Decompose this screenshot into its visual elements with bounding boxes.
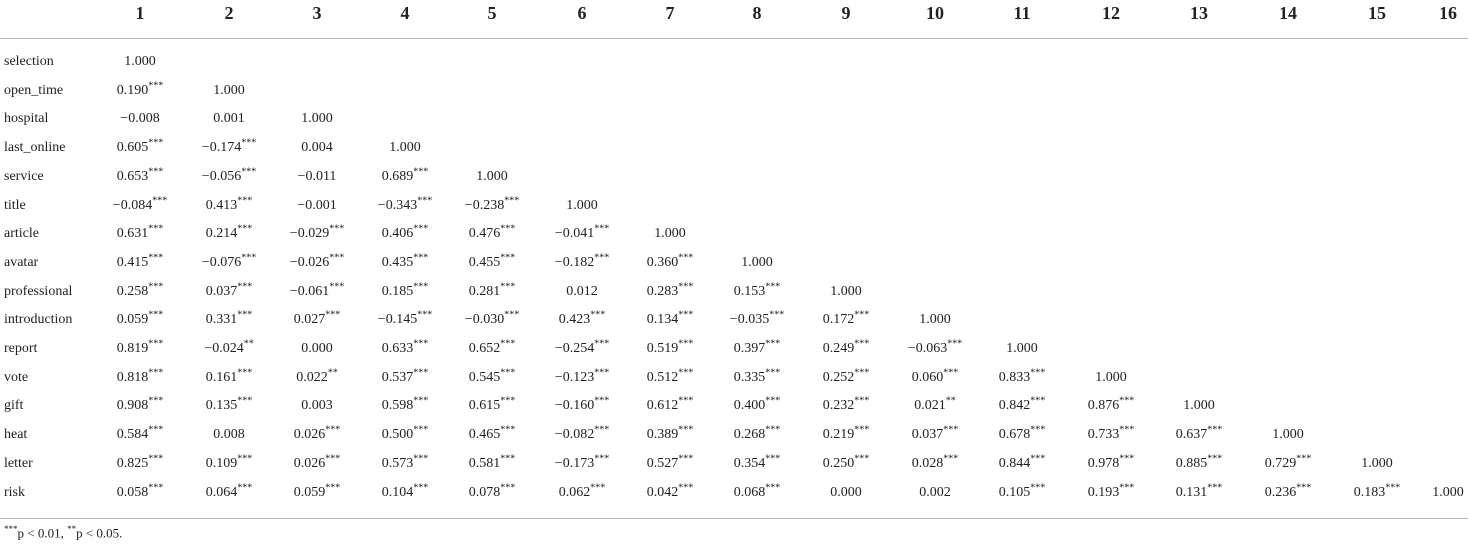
row-label-heat: heat xyxy=(4,427,28,443)
table-cell: 0.214*** xyxy=(205,223,253,242)
table-cell: 0.689*** xyxy=(381,166,429,184)
column-header-8: 8 xyxy=(752,3,762,23)
table-cell: 0.908*** xyxy=(116,395,164,414)
table-cell: 0.172*** xyxy=(822,309,870,328)
column-header-2: 2 xyxy=(224,3,234,23)
row-label-introduction: introduction xyxy=(4,312,73,328)
table-cell: −0.076*** xyxy=(201,252,257,270)
row-label-gift: gift xyxy=(4,398,24,414)
footnote: ***p < 0.01, **p < 0.05. xyxy=(4,524,123,541)
table-cell: 0.360*** xyxy=(646,252,694,270)
table-cell: 0.415*** xyxy=(116,252,164,270)
row-label-open-time: open_time xyxy=(4,82,64,98)
table-cell: 0.844*** xyxy=(998,453,1046,471)
table-cell: 0.078*** xyxy=(468,481,516,500)
table-cell: 0.190*** xyxy=(116,80,164,98)
row-label-hospital: hospital xyxy=(4,111,49,127)
table-cell: 0.026*** xyxy=(293,424,341,443)
table-cell: 0.037*** xyxy=(205,280,253,299)
column-header-14: 14 xyxy=(1279,3,1297,23)
table-cell: 1.000 xyxy=(1183,398,1215,414)
column-header-6: 6 xyxy=(577,3,587,23)
table-cell: 0.105*** xyxy=(998,481,1046,500)
table-cell: 0.001 xyxy=(213,111,245,127)
table-cell: 0.028*** xyxy=(911,453,959,471)
table-cell: 1.000 xyxy=(124,54,156,69)
table-cell: 1.000 xyxy=(1272,427,1304,443)
row-label-avatar: avatar xyxy=(4,254,39,270)
table-cell: 0.876*** xyxy=(1087,395,1135,414)
table-cell: 0.153*** xyxy=(733,280,781,299)
table-cell: −0.238*** xyxy=(464,194,520,213)
table-cell: 0.268*** xyxy=(733,424,781,443)
column-header-9: 9 xyxy=(841,3,851,23)
table-cell: 1.000 xyxy=(654,226,686,242)
table-cell: −0.145*** xyxy=(377,309,433,328)
table-cell: −0.254*** xyxy=(554,338,610,356)
row-label-vote: vote xyxy=(4,369,29,385)
table-cell: 0.068*** xyxy=(733,481,781,500)
table-cell: 0.026*** xyxy=(293,453,341,471)
table-cell: 1.000 xyxy=(213,82,245,98)
table-cell: 0.283*** xyxy=(646,280,694,299)
column-header-3: 3 xyxy=(312,3,322,23)
table-cell: −0.123*** xyxy=(554,367,610,385)
column-header-4: 4 xyxy=(400,3,410,23)
table-cell: 1.000 xyxy=(1095,369,1127,385)
table-cell: 0.615*** xyxy=(468,395,516,414)
table-cell: 0.258*** xyxy=(116,280,164,299)
column-header-11: 11 xyxy=(1013,3,1031,23)
table-cell: −0.024** xyxy=(204,338,254,356)
table-cell: 0.825*** xyxy=(116,453,164,471)
footer-rule xyxy=(0,518,1468,519)
row-label-letter: letter xyxy=(4,455,33,471)
table-cell: 0.537*** xyxy=(381,367,429,385)
row-label-selection: selection xyxy=(4,54,54,69)
table-cell: 0.573*** xyxy=(381,453,429,471)
table-cell: 0.413*** xyxy=(205,194,253,213)
table-cell: 0.465*** xyxy=(468,424,516,443)
table-cell: 0.500*** xyxy=(381,424,429,443)
table-cell: 0.842*** xyxy=(998,395,1046,414)
column-header-1: 1 xyxy=(135,3,145,23)
table-cell: 0.012 xyxy=(566,283,598,299)
table-cell: 0.335*** xyxy=(733,367,781,385)
table-cell: 0.022** xyxy=(296,367,338,385)
table-cell: 0.818*** xyxy=(116,367,164,385)
table-cell: 0.109*** xyxy=(205,453,253,471)
table-cell: 0.598*** xyxy=(381,395,429,414)
table-cell: −0.041*** xyxy=(554,223,610,242)
table-cell: 0.249*** xyxy=(822,338,870,356)
table-cell: 0.637*** xyxy=(1175,424,1223,443)
table-cell: 0.064*** xyxy=(205,481,253,500)
table-cell: 0.476*** xyxy=(468,223,516,242)
table-cell: 0.978*** xyxy=(1087,453,1135,471)
table-cell: 0.281*** xyxy=(468,280,516,299)
table-cell: 0.059*** xyxy=(116,309,164,328)
table-cell: −0.056*** xyxy=(201,166,257,184)
row-label-last-online: last_online xyxy=(4,140,66,156)
table-cell: −0.001 xyxy=(297,197,337,213)
table-cell: 0.678*** xyxy=(998,424,1046,443)
table-cell: 0.389*** xyxy=(646,424,694,443)
table-cell: 0.008 xyxy=(213,427,245,443)
table-cell: 0.185*** xyxy=(381,280,429,299)
table-cell: 0.060*** xyxy=(911,367,959,385)
table-cell: −0.084*** xyxy=(112,194,168,213)
column-header-10: 10 xyxy=(926,3,944,23)
column-header-15: 15 xyxy=(1368,3,1386,23)
table-cell: 0.652*** xyxy=(468,338,516,356)
table-cell: 1.000 xyxy=(1432,484,1464,500)
table-cell: −0.029*** xyxy=(289,223,345,242)
table-cell: 1.000 xyxy=(830,283,862,299)
table-cell: 0.193*** xyxy=(1087,481,1135,500)
table-cell: 0.134*** xyxy=(646,309,694,328)
table-cell: 0.423*** xyxy=(558,309,606,328)
table-cell: 0.605*** xyxy=(116,137,164,156)
table-cell: 0.236*** xyxy=(1264,481,1312,500)
column-header-5: 5 xyxy=(487,3,497,23)
table-cell: 1.000 xyxy=(389,140,421,156)
column-header-16: 16 xyxy=(1439,3,1457,23)
table-cell: 0.004 xyxy=(301,140,333,156)
table-cell: 1.000 xyxy=(301,111,333,127)
table-cell: −0.008 xyxy=(120,111,160,127)
table-cell: 0.633*** xyxy=(381,338,429,356)
table-cell: 0.631*** xyxy=(116,223,164,242)
table-cell: 0.733*** xyxy=(1087,424,1135,443)
table-cell: 0.819*** xyxy=(116,338,164,356)
table-cell: −0.182*** xyxy=(554,252,610,270)
row-label-article: article xyxy=(4,226,39,242)
table-cell: −0.173*** xyxy=(554,453,610,471)
table-cell: −0.030*** xyxy=(464,309,520,328)
table-cell: 0.250*** xyxy=(822,453,870,471)
column-header-13: 13 xyxy=(1190,3,1208,23)
table-cell: −0.343*** xyxy=(377,194,433,213)
table-cell: 0.104*** xyxy=(381,481,429,500)
table-cell: 0.058*** xyxy=(116,481,164,500)
table-cell: −0.063*** xyxy=(907,338,963,356)
table-cell: −0.061*** xyxy=(289,280,345,299)
table-cell: 0.062*** xyxy=(558,481,606,500)
table-cell: −0.026*** xyxy=(289,252,345,270)
table-cell: −0.082*** xyxy=(554,424,610,443)
table-cell: 0.042*** xyxy=(646,481,694,500)
table-cell: 0.000 xyxy=(301,341,333,356)
table-cell: 0.729*** xyxy=(1264,453,1312,471)
table-cell: 0.027*** xyxy=(293,309,341,328)
table-cell: 0.435*** xyxy=(381,252,429,270)
row-label-title: title xyxy=(4,197,26,213)
row-label-professional: professional xyxy=(4,283,73,299)
table-cell: 0.135*** xyxy=(205,395,253,414)
column-header-12: 12 xyxy=(1102,3,1120,23)
table-cell: −0.011 xyxy=(297,168,337,184)
row-label-report: report xyxy=(4,341,38,356)
table-cell: 0.000 xyxy=(830,484,862,500)
row-label-risk: risk xyxy=(4,484,25,500)
table-cell: 0.885*** xyxy=(1175,453,1223,471)
table-cell: 0.131*** xyxy=(1175,481,1223,500)
table-cell: 0.581*** xyxy=(468,453,516,471)
table-cell: 0.584*** xyxy=(116,424,164,443)
table-cell: 0.002 xyxy=(919,484,951,500)
table-cell: 1.000 xyxy=(566,197,598,213)
table-cell: 1.000 xyxy=(476,168,508,184)
table-cell: 1.000 xyxy=(741,254,773,270)
table-cell: 0.354*** xyxy=(733,453,781,471)
table-cell: 0.612*** xyxy=(646,395,694,414)
table-cell: 0.512*** xyxy=(646,367,694,385)
row-label-service: service xyxy=(4,168,44,184)
table-cell: 0.455*** xyxy=(468,252,516,270)
header-rule xyxy=(0,38,1468,39)
table-cell: 0.161*** xyxy=(205,367,253,385)
table-cell: 1.000 xyxy=(1006,341,1038,356)
table-cell: 0.003 xyxy=(301,398,333,414)
table-cell: −0.174*** xyxy=(201,137,257,156)
table-cell: 0.037*** xyxy=(911,424,959,443)
table-cell: 0.519*** xyxy=(646,338,694,356)
column-header-7: 7 xyxy=(665,3,675,23)
table-cell: −0.160*** xyxy=(554,395,610,414)
table-cell: 0.406*** xyxy=(381,223,429,242)
table-cell: 1.000 xyxy=(1361,455,1393,471)
table-cell: −0.035*** xyxy=(729,309,785,328)
table-cell: 0.252*** xyxy=(822,367,870,385)
table-cell: 0.059*** xyxy=(293,481,341,500)
table-cell: 0.397*** xyxy=(733,338,781,356)
table-cell: 0.545*** xyxy=(468,367,516,385)
table-cell: 0.833*** xyxy=(998,367,1046,385)
table-cell: 0.400*** xyxy=(733,395,781,414)
table-cell: 0.527*** xyxy=(646,453,694,471)
table-cell: 0.021** xyxy=(914,395,956,414)
table-cell: 0.232*** xyxy=(822,395,870,414)
table-cell: 0.183*** xyxy=(1353,481,1401,500)
table-cell: 1.000 xyxy=(919,312,951,328)
table-cell: 0.653*** xyxy=(116,166,164,184)
table-cell: 0.331*** xyxy=(205,309,253,328)
table-cell: 0.219*** xyxy=(822,424,870,443)
